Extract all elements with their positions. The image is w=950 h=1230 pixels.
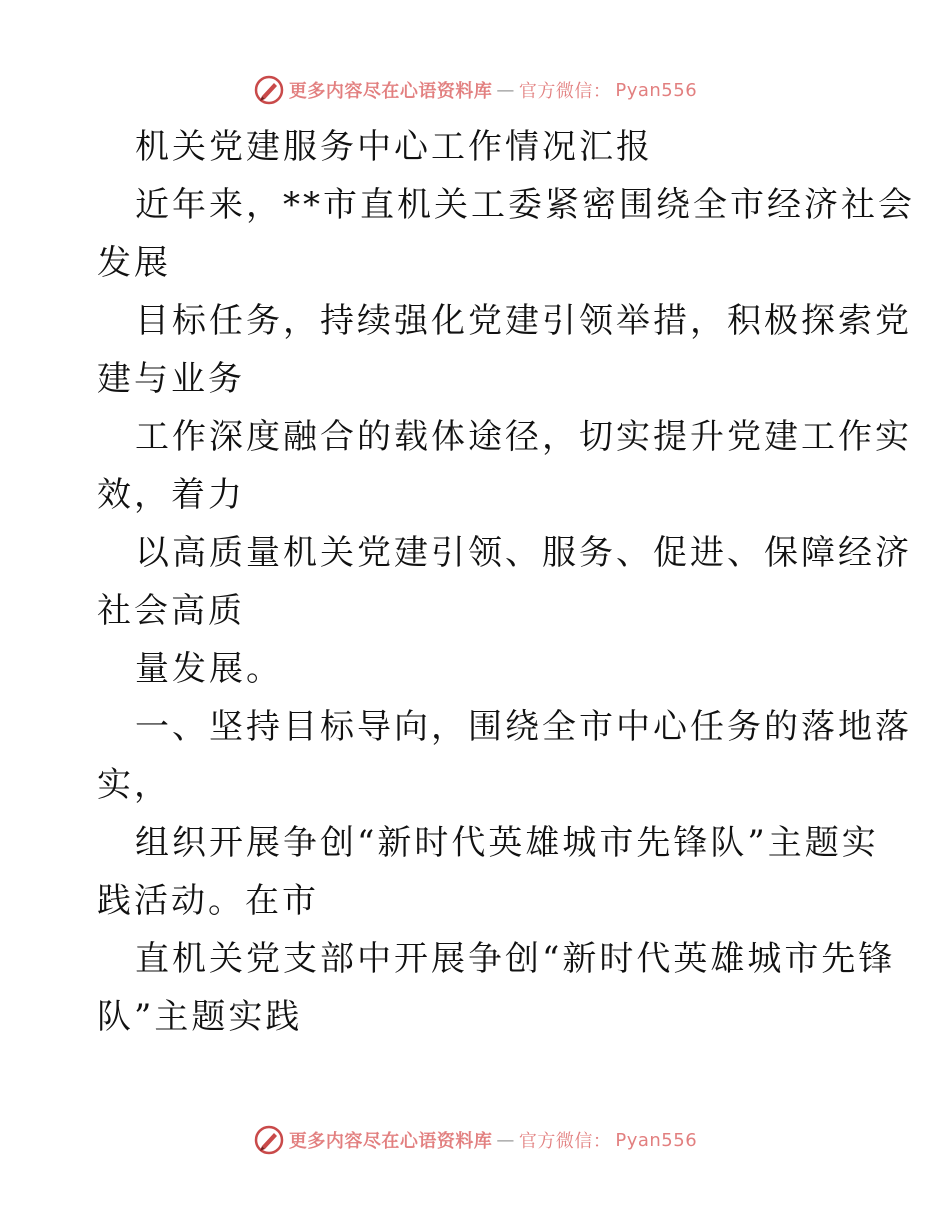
watermark-header bbox=[0, 72, 950, 108]
document-body bbox=[97, 118, 915, 1046]
watermark-official-label: 官方微信： bbox=[518, 81, 612, 102]
watermark-handle: Pyan556 bbox=[615, 1129, 698, 1151]
paragraph-line: 社会高质 bbox=[97, 591, 245, 631]
watermark-title: 更多内容尽在心语资料库 bbox=[288, 81, 493, 102]
paragraph-line: 效，着力 bbox=[97, 475, 245, 515]
paragraph-line: 以高质量机关党建引领、服务、促进、保障经济 bbox=[135, 533, 912, 573]
paragraph-line: 建与业务 bbox=[97, 359, 245, 399]
watermark-official-label: 官方微信： bbox=[518, 1131, 612, 1152]
paragraph-line: 目标任务，持续强化党建引领举措，积极探索党 bbox=[135, 301, 912, 341]
paragraph-line: 实， bbox=[97, 765, 171, 805]
paragraph-line: 直机关党支部中开展争创“新时代英雄城市先锋 bbox=[135, 939, 896, 979]
document-title: 机关党建服务中心工作情况汇报 bbox=[135, 127, 653, 167]
paragraph-line: 近年来，**市直机关工委紧密围绕全市经济社会 bbox=[135, 185, 915, 225]
paragraph-line: 工作深度融合的载体途径，切实提升党建工作实 bbox=[135, 417, 912, 457]
pen-logo-icon bbox=[253, 74, 285, 106]
watermark-separator: — bbox=[496, 79, 515, 101]
watermark-separator: — bbox=[496, 1129, 515, 1151]
paragraph-line: 践活动。在市 bbox=[97, 881, 319, 921]
paragraph-line: 发展 bbox=[97, 243, 171, 283]
watermark-footer bbox=[0, 1122, 950, 1158]
paragraph-line: 队”主题实践 bbox=[97, 997, 303, 1037]
paragraph-line: 一、坚持目标导向，围绕全市中心任务的落地落 bbox=[135, 707, 912, 747]
watermark-handle: Pyan556 bbox=[615, 79, 698, 101]
watermark-title: 更多内容尽在心语资料库 bbox=[288, 1131, 493, 1152]
paragraph-line: 量发展。 bbox=[135, 649, 283, 689]
pen-logo-icon bbox=[253, 1124, 285, 1156]
paragraph-line: 组织开展争创“新时代英雄城市先锋队”主题实 bbox=[135, 823, 879, 863]
